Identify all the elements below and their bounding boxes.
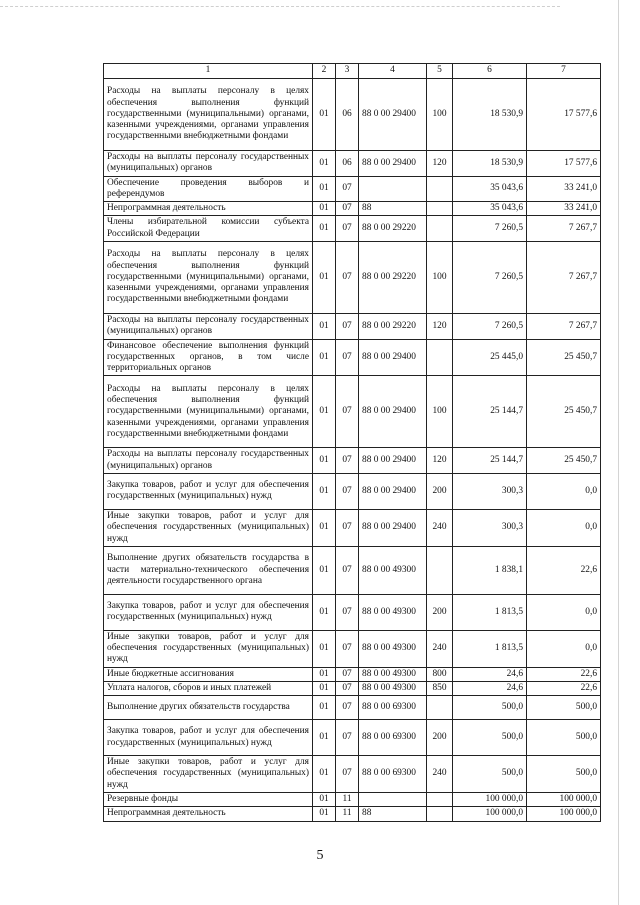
row-name: Члены избирательной комиссии субъекта Российской Федерации — [104, 216, 313, 242]
row-amount-year1: 500,0 — [453, 756, 527, 793]
table-row — [104, 756, 601, 793]
row-amount-year1: 500,0 — [453, 720, 527, 756]
table-row — [104, 681, 601, 695]
row-name: Непрограммная деятельность — [104, 202, 313, 216]
row-amount-year2: 7 267,7 — [527, 313, 601, 339]
row-amount-year1: 1 838,1 — [453, 546, 527, 594]
row-amount-year2: 100 000,0 — [527, 807, 601, 821]
row-subsection: 06 — [336, 79, 359, 151]
row-expense-type: 120 — [427, 151, 453, 177]
row-expense-type: 800 — [427, 667, 453, 681]
row-name: Расходы на выплаты персоналу в целях обеспечения выполнения функций государственными (муниципальными) органами, казенными учреждениями, органами управления государственными внебюджетными фондами — [104, 241, 313, 313]
row-expense-type: 240 — [427, 756, 453, 793]
row-subsection: 07 — [336, 473, 359, 509]
row-target-code: 88 0 00 49300 — [359, 546, 427, 594]
header-col-7: 7 — [527, 64, 601, 79]
row-section: 01 — [313, 313, 336, 339]
row-section: 01 — [313, 720, 336, 756]
header-col-3: 3 — [336, 64, 359, 79]
row-target-code: 88 0 00 29400 — [359, 473, 427, 509]
row-amount-year2: 33 241,0 — [527, 176, 601, 202]
row-section: 01 — [313, 807, 336, 821]
row-target-code: 88 0 00 49300 — [359, 667, 427, 681]
table-row — [104, 667, 601, 681]
row-section: 01 — [313, 339, 336, 376]
row-target-code: 88 0 00 69300 — [359, 720, 427, 756]
row-name: Иные закупки товаров, работ и услуг для обеспечения государственных (муниципальных) нужд — [104, 756, 313, 793]
row-amount-year1: 18 530,9 — [453, 151, 527, 177]
row-amount-year2: 25 450,7 — [527, 376, 601, 448]
row-section: 01 — [313, 756, 336, 793]
header-col-5: 5 — [427, 64, 453, 79]
row-target-code: 88 0 00 29400 — [359, 448, 427, 474]
row-name: Выполнение других обязательств государства в части материально-технического обеспечения деятельности государственного органа — [104, 546, 313, 594]
row-section: 01 — [313, 241, 336, 313]
header-col-2: 2 — [313, 64, 336, 79]
row-name: Расходы на выплаты персоналу в целях обеспечения выполнения функций государственными (муниципальными) органами, казенными учреждениями, органами управления государственными внебюджетными фондами — [104, 376, 313, 448]
row-expense-type: 100 — [427, 241, 453, 313]
row-expense-type: 200 — [427, 720, 453, 756]
row-expense-type: 240 — [427, 509, 453, 546]
table-row — [104, 216, 601, 242]
budget-table — [103, 63, 601, 822]
row-amount-year1: 7 260,5 — [453, 313, 527, 339]
row-target-code: 88 0 00 29400 — [359, 151, 427, 177]
row-amount-year2: 22,6 — [527, 681, 601, 695]
row-section: 01 — [313, 151, 336, 177]
row-expense-type: 120 — [427, 313, 453, 339]
row-section: 01 — [313, 546, 336, 594]
row-amount-year1: 18 530,9 — [453, 79, 527, 151]
row-expense-type: 200 — [427, 594, 453, 630]
row-target-code: 88 0 00 29400 — [359, 376, 427, 448]
row-amount-year2: 0,0 — [527, 594, 601, 630]
row-expense-type: 100 — [427, 376, 453, 448]
row-amount-year1: 35 043,6 — [453, 176, 527, 202]
row-subsection: 07 — [336, 241, 359, 313]
row-subsection: 07 — [336, 546, 359, 594]
header-col-1: 1 — [104, 64, 313, 79]
table-row — [104, 630, 601, 667]
row-expense-type — [427, 696, 453, 720]
row-expense-type — [427, 793, 453, 807]
row-section: 01 — [313, 594, 336, 630]
row-subsection: 07 — [336, 594, 359, 630]
row-subsection: 07 — [336, 509, 359, 546]
table-row — [104, 807, 601, 821]
row-subsection: 07 — [336, 448, 359, 474]
row-name: Иные закупки товаров, работ и услуг для обеспечения государственных (муниципальных) нужд — [104, 630, 313, 667]
row-section: 01 — [313, 473, 336, 509]
row-target-code: 88 0 00 69300 — [359, 696, 427, 720]
row-name: Непрограммная деятельность — [104, 807, 313, 821]
row-name: Расходы на выплаты персоналу государственных (муниципальных) органов — [104, 151, 313, 177]
row-amount-year1: 25 144,7 — [453, 448, 527, 474]
row-amount-year2: 500,0 — [527, 756, 601, 793]
table-row — [104, 793, 601, 807]
table-row — [104, 594, 601, 630]
row-amount-year1: 24,6 — [453, 681, 527, 695]
row-amount-year1: 100 000,0 — [453, 807, 527, 821]
row-amount-year1: 100 000,0 — [453, 793, 527, 807]
table-header-row — [104, 64, 601, 79]
row-subsection: 07 — [336, 681, 359, 695]
row-section: 01 — [313, 176, 336, 202]
table-row — [104, 696, 601, 720]
row-expense-type: 850 — [427, 681, 453, 695]
table-row — [104, 376, 601, 448]
row-name: Обеспечение проведения выборов и референдумов — [104, 176, 313, 202]
table-row — [104, 339, 601, 376]
row-name: Расходы на выплаты персоналу в целях обеспечения выполнения функций государственными (муниципальными) органами, казенными учреждениями, органами управления государственными внебюджетными фондами — [104, 79, 313, 151]
page-edge-top — [0, 6, 560, 7]
row-amount-year1: 300,3 — [453, 509, 527, 546]
row-name: Резервные фонды — [104, 793, 313, 807]
row-subsection: 07 — [336, 216, 359, 242]
row-target-code: 88 0 00 49300 — [359, 630, 427, 667]
row-subsection: 07 — [336, 720, 359, 756]
row-amount-year2: 100 000,0 — [527, 793, 601, 807]
row-amount-year1: 1 813,5 — [453, 630, 527, 667]
row-expense-type: 120 — [427, 448, 453, 474]
row-section: 01 — [313, 667, 336, 681]
row-amount-year2: 17 577,6 — [527, 79, 601, 151]
row-amount-year1: 7 260,5 — [453, 241, 527, 313]
row-expense-type: 200 — [427, 473, 453, 509]
row-amount-year2: 500,0 — [527, 696, 601, 720]
table-row — [104, 313, 601, 339]
header-col-4: 4 — [359, 64, 427, 79]
table-row — [104, 546, 601, 594]
row-section: 01 — [313, 216, 336, 242]
row-subsection: 07 — [336, 667, 359, 681]
row-section: 01 — [313, 79, 336, 151]
row-target-code: 88 — [359, 807, 427, 821]
row-subsection: 07 — [336, 376, 359, 448]
row-target-code — [359, 793, 427, 807]
row-amount-year2: 7 267,7 — [527, 241, 601, 313]
row-section: 01 — [313, 202, 336, 216]
row-expense-type: 240 — [427, 630, 453, 667]
row-name: Закупка товаров, работ и услуг для обеспечения государственных (муниципальных) нужд — [104, 594, 313, 630]
table-row — [104, 202, 601, 216]
row-target-code: 88 0 00 29400 — [359, 339, 427, 376]
row-section: 01 — [313, 681, 336, 695]
page-number: 5 — [316, 848, 324, 863]
row-amount-year1: 300,3 — [453, 473, 527, 509]
page-edge-right — [618, 0, 619, 905]
row-subsection: 07 — [336, 202, 359, 216]
row-amount-year2: 22,6 — [527, 546, 601, 594]
row-subsection: 11 — [336, 807, 359, 821]
row-amount-year2: 25 450,7 — [527, 448, 601, 474]
row-amount-year2: 0,0 — [527, 630, 601, 667]
table-row — [104, 473, 601, 509]
table-row — [104, 448, 601, 474]
row-expense-type — [427, 216, 453, 242]
row-name: Финансовое обеспечение выполнения функций государственных органов, в том числе территориальных органов — [104, 339, 313, 376]
row-amount-year1: 7 260,5 — [453, 216, 527, 242]
row-amount-year2: 0,0 — [527, 473, 601, 509]
table-row — [104, 509, 601, 546]
row-amount-year2: 25 450,7 — [527, 339, 601, 376]
row-subsection: 07 — [336, 696, 359, 720]
row-amount-year1: 25 144,7 — [453, 376, 527, 448]
row-section: 01 — [313, 448, 336, 474]
row-subsection: 07 — [336, 756, 359, 793]
row-section: 01 — [313, 630, 336, 667]
row-amount-year1: 24,6 — [453, 667, 527, 681]
row-amount-year2: 33 241,0 — [527, 202, 601, 216]
row-target-code: 88 0 00 49300 — [359, 681, 427, 695]
table-row — [104, 79, 601, 151]
row-name: Расходы на выплаты персоналу государственных (муниципальных) органов — [104, 448, 313, 474]
row-section: 01 — [313, 509, 336, 546]
row-name: Выполнение других обязательств государства — [104, 696, 313, 720]
table-row — [104, 176, 601, 202]
row-subsection: 07 — [336, 630, 359, 667]
row-amount-year1: 500,0 — [453, 696, 527, 720]
row-amount-year1: 35 043,6 — [453, 202, 527, 216]
row-subsection: 07 — [336, 313, 359, 339]
row-target-code: 88 0 00 29220 — [359, 216, 427, 242]
row-section: 01 — [313, 793, 336, 807]
row-amount-year2: 22,6 — [527, 667, 601, 681]
row-amount-year2: 0,0 — [527, 509, 601, 546]
row-name: Уплата налогов, сборов и иных платежей — [104, 681, 313, 695]
row-target-code: 88 0 00 29220 — [359, 313, 427, 339]
table-row — [104, 151, 601, 177]
row-target-code: 88 0 00 29220 — [359, 241, 427, 313]
row-target-code: 88 0 00 29400 — [359, 79, 427, 151]
row-subsection: 07 — [336, 339, 359, 376]
row-section: 01 — [313, 696, 336, 720]
row-expense-type — [427, 546, 453, 594]
header-col-6: 6 — [453, 64, 527, 79]
row-name: Закупка товаров, работ и услуг для обеспечения государственных (муниципальных) нужд — [104, 720, 313, 756]
row-name: Иные бюджетные ассигнования — [104, 667, 313, 681]
row-subsection: 06 — [336, 151, 359, 177]
row-target-code: 88 0 00 29400 — [359, 509, 427, 546]
row-target-code: 88 0 00 69300 — [359, 756, 427, 793]
row-name: Иные закупки товаров, работ и услуг для обеспечения государственных (муниципальных) нужд — [104, 509, 313, 546]
row-subsection: 07 — [336, 176, 359, 202]
row-target-code: 88 — [359, 202, 427, 216]
row-expense-type — [427, 339, 453, 376]
row-target-code: 88 0 00 49300 — [359, 594, 427, 630]
row-amount-year1: 25 445,0 — [453, 339, 527, 376]
row-name: Расходы на выплаты персоналу государственных (муниципальных) органов — [104, 313, 313, 339]
table-row — [104, 241, 601, 313]
row-section: 01 — [313, 376, 336, 448]
table-row — [104, 720, 601, 756]
row-amount-year1: 1 813,5 — [453, 594, 527, 630]
row-amount-year2: 7 267,7 — [527, 216, 601, 242]
row-expense-type: 100 — [427, 79, 453, 151]
row-subsection: 11 — [336, 793, 359, 807]
row-name: Закупка товаров, работ и услуг для обеспечения государственных (муниципальных) нужд — [104, 473, 313, 509]
row-amount-year2: 500,0 — [527, 720, 601, 756]
row-expense-type — [427, 807, 453, 821]
row-amount-year2: 17 577,6 — [527, 151, 601, 177]
row-expense-type — [427, 176, 453, 202]
row-expense-type — [427, 202, 453, 216]
row-target-code — [359, 176, 427, 202]
